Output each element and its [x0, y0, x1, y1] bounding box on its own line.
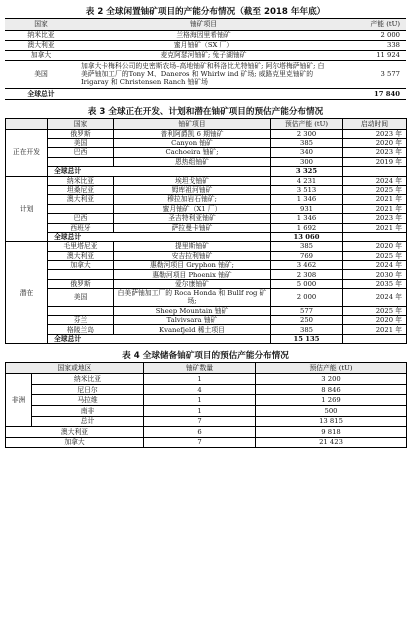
start-cell: 2025 年	[343, 251, 407, 260]
capacity-cell: 1 269	[256, 395, 407, 406]
capacity-cell: 1 346	[271, 214, 343, 223]
document-page	[0, 6, 411, 629]
start-cell: 2035 年	[343, 279, 407, 288]
country-cell: 格陵兰岛	[48, 325, 114, 334]
country-cell: 俄罗斯	[48, 279, 114, 288]
start-cell: 2021 年	[343, 325, 407, 334]
capacity-cell: 3 577	[330, 61, 406, 89]
table2-caption: 表 2 全球闲置铀矿项目的产能分布情况（截至 2018 年年底）	[85, 7, 326, 17]
table3-header-status	[6, 118, 48, 129]
capacity-cell: 11 924	[330, 51, 406, 61]
project-cell: 爱尔康铀矿	[114, 279, 271, 288]
country-cell: 总计	[32, 416, 144, 427]
table4-caption: 表 4 全球储备铀矿项目的预估产能分布情况	[122, 351, 289, 362]
capacity-cell: 577	[271, 306, 343, 315]
table-row	[6, 270, 407, 279]
table-row	[6, 395, 407, 406]
group-total-row	[6, 334, 407, 343]
capacity-cell: 1 346	[271, 195, 343, 204]
start-cell: 2024 年	[343, 289, 407, 306]
start-cell: 2021 年	[343, 195, 407, 204]
total-capacity: 17 840	[330, 88, 406, 99]
capacity-cell: 385	[271, 325, 343, 334]
country-cell: 美国	[48, 289, 114, 306]
capacity-cell: 500	[256, 406, 407, 417]
country-cell: 纳米比亚	[5, 31, 77, 41]
country-cell: 芬兰	[48, 316, 114, 325]
country-cell: 澳大利亚	[48, 251, 114, 260]
country-cell: 加拿大	[6, 437, 144, 448]
total-label: 全球总计	[5, 88, 77, 99]
table4-header-count: 铀矿数量	[144, 363, 256, 374]
total-label: 全球总计	[48, 167, 271, 176]
total-capacity: 3 325	[271, 167, 343, 176]
count-cell: 1	[144, 395, 256, 406]
project-cell: 埃坦戈铀矿	[114, 176, 271, 185]
project-cell: Talvivsara 铀矿	[114, 316, 271, 325]
project-cell: 提里斯铀矿	[114, 242, 271, 251]
country-cell: 澳大利亚	[6, 427, 144, 438]
table3-header-country: 国家	[48, 118, 114, 129]
capacity-cell: 931	[271, 204, 343, 213]
capacity-cell: 2 300	[271, 129, 343, 138]
country-cell	[48, 306, 114, 315]
project-cell: 惠勒河项目 Phoenix 铀矿	[114, 270, 271, 279]
start-cell: 2020 年	[343, 316, 407, 325]
table3-header-capacity: 预估产能 (tU)	[271, 118, 343, 129]
capacity-cell: 8 846	[256, 384, 407, 395]
capacity-cell: 9 818	[256, 427, 407, 438]
table-row	[6, 223, 407, 232]
group-total-row	[6, 232, 407, 241]
capacity-cell: 2 000	[330, 31, 406, 41]
capacity-cell: 3 513	[271, 185, 343, 194]
capacity-cell: 13 815	[256, 416, 407, 427]
table2-header-capacity: 产能 (tU)	[330, 19, 406, 31]
table-row	[6, 384, 407, 395]
table-row	[6, 176, 407, 185]
capacity-cell: 385	[271, 139, 343, 148]
country-cell: 澳大利亚	[5, 41, 77, 51]
capacity-cell: 769	[271, 251, 343, 260]
table-row	[5, 31, 406, 41]
start-cell: 2023 年	[343, 148, 407, 157]
table-row	[6, 148, 407, 157]
table2-total-row	[5, 88, 406, 99]
table-row	[6, 325, 407, 334]
table-row	[6, 204, 407, 213]
capacity-cell: 385	[271, 242, 343, 251]
capacity-cell: 2 000	[271, 289, 343, 306]
start-cell: 2020 年	[343, 139, 407, 148]
start-cell: 2025 年	[343, 306, 407, 315]
project-cell: 穆拉加岩石铀矿;	[114, 195, 271, 204]
capacity-cell: 5 000	[271, 279, 343, 288]
country-cell: 俄罗斯	[48, 129, 114, 138]
total-capacity: 15 135	[271, 334, 343, 343]
country-cell: 巴西	[48, 148, 114, 157]
count-cell: 1	[144, 406, 256, 417]
project-cell: 白美萨铀加工厂的 Roca Honda 和 Bullf rog 矿场;	[114, 289, 271, 306]
capacity-cell: 2 308	[271, 270, 343, 279]
capacity-cell: 4 231	[271, 176, 343, 185]
count-cell: 7	[144, 437, 256, 448]
table-row	[6, 251, 407, 260]
count-cell: 6	[144, 427, 256, 438]
table-row	[6, 289, 407, 306]
country-cell: 巴西	[48, 214, 114, 223]
table3-header-project: 铀矿项目	[114, 118, 271, 129]
project-cell: Cachoeira 铀矿;	[114, 148, 271, 157]
table3-header-start: 启动时间	[343, 118, 407, 129]
project-cell: Kvanefjeld 稀土项目	[114, 325, 271, 334]
table-row	[6, 279, 407, 288]
start-cell: 2021 年	[343, 204, 407, 213]
country-cell	[48, 270, 114, 279]
table-row	[6, 185, 407, 194]
group-total-row	[6, 167, 407, 176]
table3	[5, 118, 407, 345]
table-row	[5, 61, 406, 89]
table-row	[6, 306, 407, 315]
table2-header-country: 国家	[5, 19, 77, 31]
capacity-cell: 3 462	[271, 261, 343, 270]
start-cell: 2023 年	[343, 214, 407, 223]
project-cell: 姆库祖河铀矿	[114, 185, 271, 194]
table-row	[6, 437, 407, 448]
start-cell: 2024 年	[343, 261, 407, 270]
project-cell: Sheep Mountain 铀矿	[114, 306, 271, 315]
country-cell: 南非	[32, 406, 144, 417]
table-row	[6, 374, 407, 385]
capacity-cell: 21 423	[256, 437, 407, 448]
start-cell: 2030 年	[343, 270, 407, 279]
table3-caption: 表 3 全球正在开发、计划和潜在铀矿项目的预估产能分布情况	[87, 106, 324, 117]
country-cell: 纳米比亚	[48, 176, 114, 185]
country-cell: 美国	[48, 139, 114, 148]
table-row	[5, 41, 406, 51]
count-cell: 4	[144, 384, 256, 395]
capacity-cell: 338	[330, 41, 406, 51]
country-cell: 尼日尔	[32, 384, 144, 395]
project-cell: 安吉拉利铀矿	[114, 251, 271, 260]
project-cell: 恩热组铀矿	[114, 157, 271, 166]
country-cell: 加拿大	[48, 261, 114, 270]
table4-header-capacity: 预估产能 (tU)	[256, 363, 407, 374]
table-row	[6, 214, 407, 223]
table2-header-project: 铀矿项目	[77, 19, 330, 31]
table-row	[6, 316, 407, 325]
status-cell: 正在开发	[6, 129, 48, 176]
start-cell: 2021 年	[343, 223, 407, 232]
capacity-cell: 1 692	[271, 223, 343, 232]
table-row	[6, 261, 407, 270]
start-cell: 2023 年	[343, 129, 407, 138]
country-cell: 美国	[5, 61, 77, 89]
country-cell: 马拉维	[32, 395, 144, 406]
project-cell: 惠勒河项目 Gryphon 铀矿;	[114, 261, 271, 270]
total-capacity: 13 060	[271, 232, 343, 241]
table-row	[6, 406, 407, 417]
start-cell: 2019 年	[343, 157, 407, 166]
table-row	[6, 129, 407, 138]
project-cell: 圣吉特利亚铀矿	[114, 214, 271, 223]
project-cell: 萨拉曼卡铀矿	[114, 223, 271, 232]
table-row	[6, 195, 407, 204]
region-cell: 非洲	[6, 374, 32, 427]
country-cell: 西班牙	[48, 223, 114, 232]
status-cell: 计划	[6, 176, 48, 242]
count-cell: 1	[144, 374, 256, 385]
capacity-cell: 3 200	[256, 374, 407, 385]
total-label: 全球总计	[48, 232, 271, 241]
table2	[5, 18, 406, 100]
total-label: 全球总计	[48, 334, 271, 343]
table-row	[6, 416, 407, 427]
country-cell	[48, 204, 114, 213]
project-cell: 蜜月铀矿（SX 厂）	[77, 41, 330, 51]
table-row	[5, 51, 406, 61]
table-row	[6, 242, 407, 251]
count-cell: 7	[144, 416, 256, 427]
country-cell: 澳大利亚	[48, 195, 114, 204]
project-cell: 兰格海因里希铀矿	[77, 31, 330, 41]
start-cell: 2025 年	[343, 185, 407, 194]
country-cell: 加拿大	[5, 51, 77, 61]
table4-header-country: 国家或地区	[6, 363, 144, 374]
table4	[5, 362, 407, 448]
table-row	[6, 139, 407, 148]
start-cell: 2024 年	[343, 176, 407, 185]
project-cell: Canyon 铀矿	[114, 139, 271, 148]
project-cell: 蜜月铀矿（X1 厂）	[114, 204, 271, 213]
table-row	[6, 157, 407, 166]
table-row	[6, 427, 407, 438]
status-cell: 潜在	[6, 242, 48, 344]
capacity-cell: 340	[271, 148, 343, 157]
start-cell: 2020 年	[343, 242, 407, 251]
country-cell: 坦桑尼亚	[48, 185, 114, 194]
country-cell: 纳米比亚	[32, 374, 144, 385]
project-cell: 加拿大卡梅科公司的史密斯农场–高地铀矿和科洛比尤特铀矿; 阿尔塔梅萨铀矿; 白美萨铀加工厂的Tony M、Daneros 和 Whirlw ind 矿场; 威路克里克铀矿的 Irigaray 和 Christensen Ranch 铀矿场	[77, 61, 330, 89]
capacity-cell: 250	[271, 316, 343, 325]
project-cell: 麦克阿瑟河铀矿; 兔子湖铀矿	[77, 51, 330, 61]
capacity-cell: 300	[271, 157, 343, 166]
country-cell	[48, 157, 114, 166]
project-cell: 普利阿爵凯 6 期铀矿	[114, 129, 271, 138]
country-cell: 毛里塔尼亚	[48, 242, 114, 251]
